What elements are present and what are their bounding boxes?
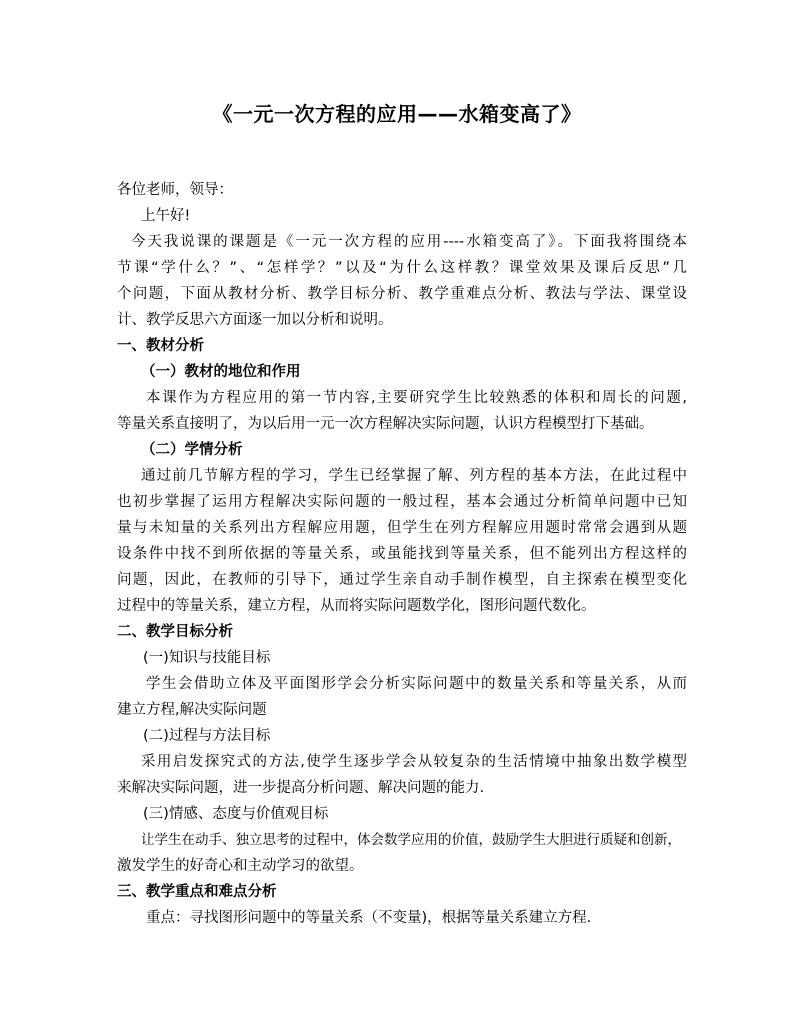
paragraph-line: 建立方程,解决实际问题 <box>117 702 267 718</box>
subsection-heading-knowledge-skills: (一)知识与技能目标 <box>143 650 271 666</box>
intro-paragraph-line: 节课“学什么？”、“怎样学？”以及“为什么这样教？课堂效果及课后反思”几 <box>117 260 687 276</box>
paragraph-line: 学生会借助立体及平面图形学会分析实际问题中的数量关系和等量关系，从而 <box>146 676 687 692</box>
paragraph-line: 等量关系直接明了，为以后用一元一次方程解决实际问题，认识方程模型打下基础。 <box>117 416 654 432</box>
paragraph-line: 激发学生的好奇心和主动学习的欲望。 <box>117 858 364 874</box>
subsection-heading-learner-analysis: （二）学情分析 <box>141 442 243 458</box>
salutation-line: 各位老师，领导： <box>117 182 233 198</box>
paragraph-line: 也初步掌握了运用方程解决实际问题的一般过程，基本会通过分析简单问题中已知 <box>117 494 687 510</box>
paragraph-line: 设条件中找不到所依据的等量关系，或虽能找到等量关系，但不能列出方程这样的 <box>117 546 687 562</box>
paragraph-line: 通过前几节解方程的学习，学生已经掌握了解、列方程的基本方法，在此过程中 <box>141 468 687 484</box>
paragraph-line: 来解决实际问题，进一步提高分析问题、解决问题的能力. <box>117 780 485 796</box>
intro-paragraph-line: 今天我说课的课题是《一元一次方程的应用----水箱变高了》。下面我将围绕本 <box>131 234 687 250</box>
intro-paragraph-line: 个问题，下面从教材分析、教学目标分析、教学重难点分析、教法与学法、课堂设 <box>117 286 687 302</box>
greeting-line: 上午好! <box>141 208 191 224</box>
paragraph-line: 让学生在动手、独立思考的过程中，体会数学应用的价值，鼓励学生大胆进行质疑和创新， <box>141 832 681 848</box>
subsection-heading-emotion-attitude: (三)情感、态度与价值观目标 <box>143 806 329 822</box>
document-title: 《一元一次方程的应用——水箱变高了》 <box>212 102 582 126</box>
section-heading-textbook-analysis: 一、教材分析 <box>117 338 204 354</box>
key-point-line: 重点：寻找图形问题中的等量关系（不变量)，根据等量关系建立方程. <box>146 910 592 926</box>
paragraph-line: 过程中的等量关系，建立方程，从而将实际问题数学化，图形问题代数化。 <box>117 598 596 614</box>
paragraph-line: 量与未知量的关系列出方程解应用题，但学生在列方程解应用题时常常会遇到从题 <box>117 520 687 536</box>
section-heading-teaching-goals: 二、教学目标分析 <box>117 624 233 640</box>
intro-paragraph-line: 计、教学反思六方面逐一加以分析和说明。 <box>117 312 393 328</box>
paragraph-line: 本课作为方程应用的第一节内容,主要研究学生比较熟悉的体积和周长的问题, <box>146 390 687 406</box>
paragraph-line: 问题，因此，在教师的引导下，通过学生亲自动手制作模型，自主探索在模型变化 <box>117 572 687 588</box>
paragraph-line: 采用启发探究式的方法,使学生逐步学会从较复杂的生活情境中抽象出数学模型 <box>141 754 687 770</box>
subsection-heading-process-method: (二)过程与方法目标 <box>143 728 271 744</box>
subsection-heading-status-role: （一）教材的地位和作用 <box>141 364 301 380</box>
section-heading-key-difficult-points: 三、教学重点和难点分析 <box>117 884 277 900</box>
